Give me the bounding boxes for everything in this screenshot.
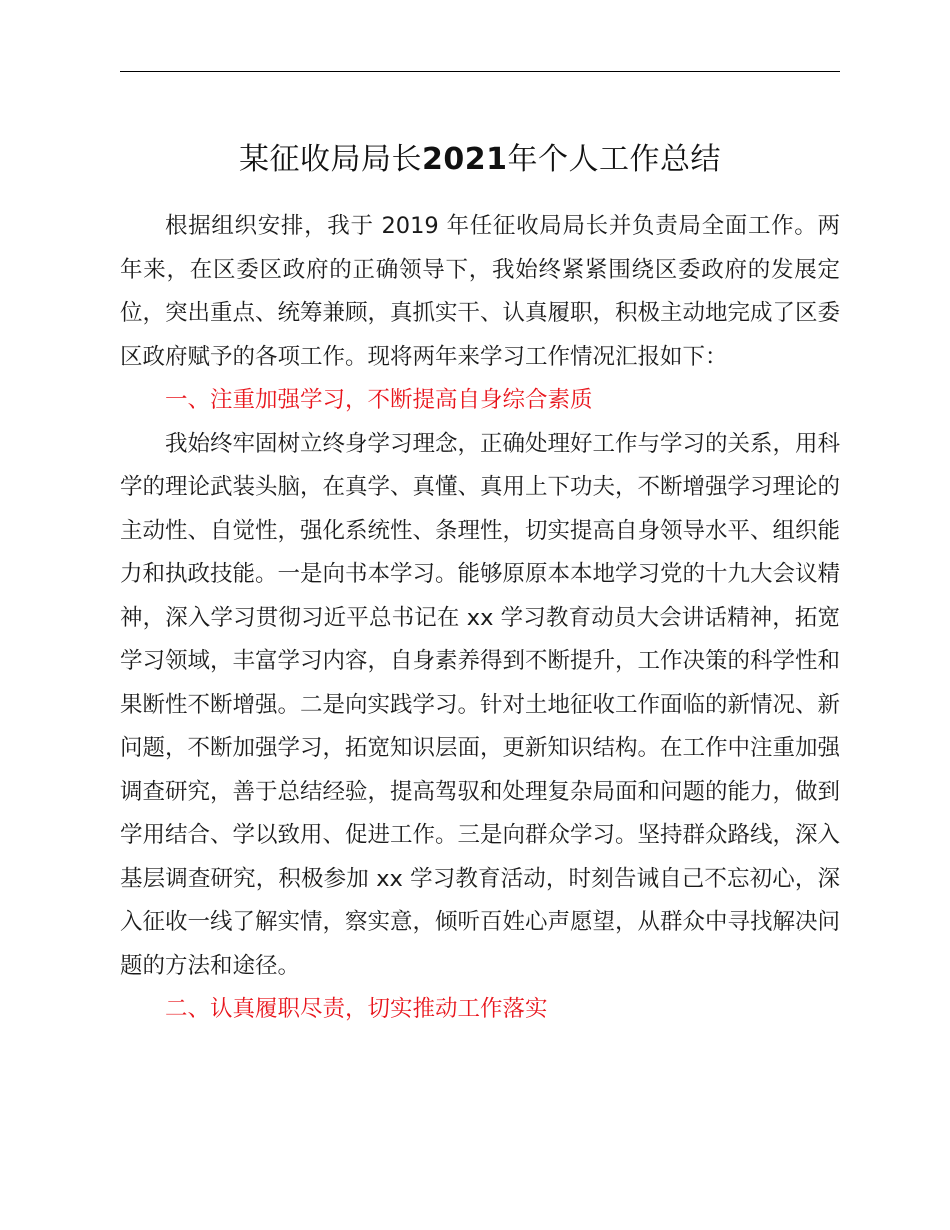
section-heading-1: 一、注重加强学习，不断提高自身综合素质 (165, 387, 593, 413)
title-year: 2021 (422, 142, 508, 177)
section-1-paragraph: 我始终牢固树立终身学习理念，正确处理好工作与学习的关系，用科学的理论武装头脑，在真学、真懂、真用上下功夫，不断增强学习理论的主动性、自觉性，强化系统性、条理性，切实提高自身领导水平、组织能力和执政技能。一是向书本学习。能够原原本本地学习党的十九大会议精神，深入学习贯彻习近平总书记在 xx 学习教育动员大会讲话精神，拓宽学习领域，丰富学习内容，自身素养得到不断提升，工作决策的科学性和果断性不断增强。二是向实践学习。针对土地征收工作面临的新情况、新问题，不断加强学习，拓宽知识层面，更新知识结构。在工作中注重加强调查研究，善于总结经验，提高驾驭和处理复杂局面和问题的能力，做到学用结合、学以致用、促进工作。三是向群众学习。坚持群众路线，深入基层调查研究，积极参加 xx 学习教育活动，时刻告诫自己不忘初心，深入征收一线了解实情，察实意，倾听百姓心声愿望，从群众中寻找解决问题的方法和途径。 (120, 430, 841, 979)
document-title (120, 132, 840, 188)
title-suffix: 年个人工作总结 (507, 142, 721, 177)
intro-paragraph: 根据组织安排，我于 2019 年任征收局局长并负责局全面工作。两年来，在区委区政府的正确领导下，我始终紧紧围绕区委政府的发展定位，突出重点、统筹兼顾，真抓实干、认真履职，积极主动地完成了区委区政府赋予的各项工作。现将两年来学习工作情况汇报如下： (120, 213, 841, 370)
document-body (120, 205, 840, 1032)
header-rule (120, 71, 840, 72)
section-heading-2: 二、认真履职尽责，切实推动工作落实 (165, 996, 548, 1022)
title-prefix: 某征收局局长 (239, 142, 422, 177)
